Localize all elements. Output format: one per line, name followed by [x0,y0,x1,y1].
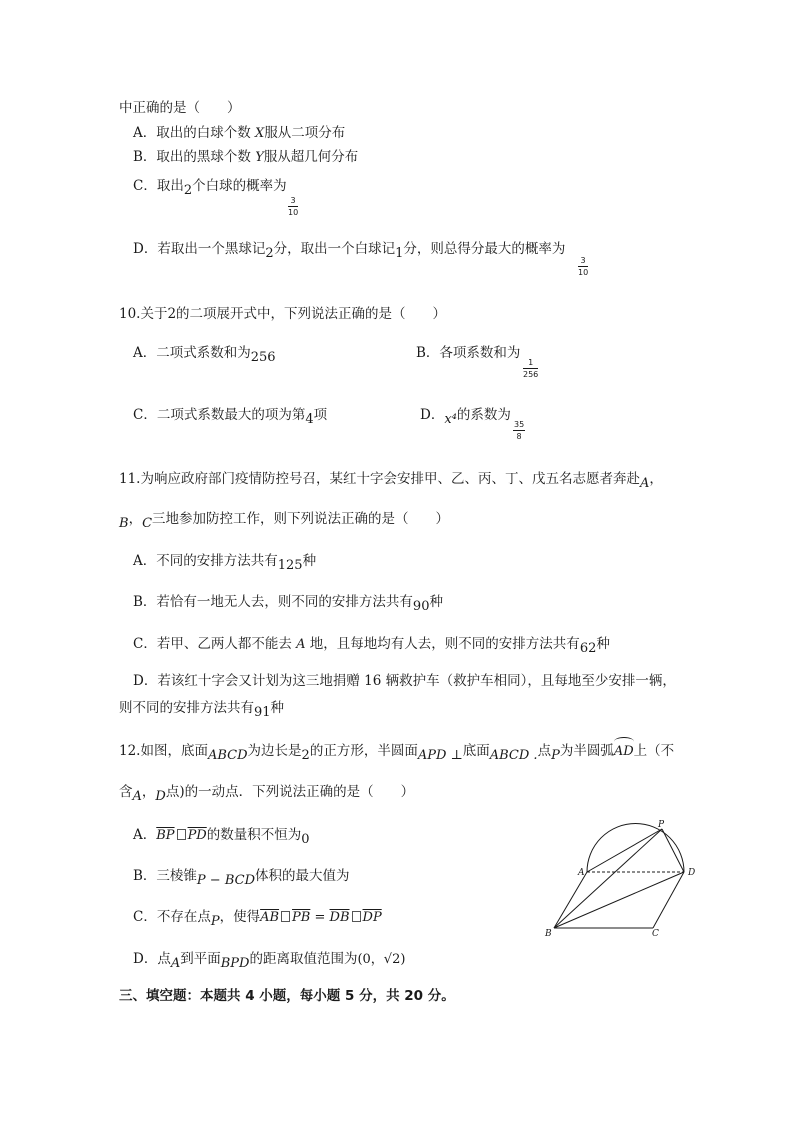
label-p: P [658,820,665,830]
geometry-figure [540,818,710,943]
q9-option-d: D．若取出一个黑球记2分，取出一个白球记1分，则总得分最大的概率为 [133,241,566,261]
section-3-heading: 三、填空题：本题共 4 小题，每小题 5 分，共 20 分。 [119,988,455,1004]
label-a: A [578,868,585,878]
q11-option-d-line1: D．若该红十字会又计划为这三地捐赠 16 辆救护车（救护车相同），且每地至少安排一辆， [133,673,676,689]
q9-option-c: C．取出2个白球的概率为 [133,178,287,198]
q9-option-d-fraction: $\frac{3}{10}$ [578,256,589,277]
q11-option-b: B．若恰有一地无人去，则不同的安排方法共有90种 [133,594,443,614]
q10-option-d-fraction: $\frac{35}{8}$ [514,420,525,441]
q10-option-d: D．x⁴的系数为 [420,407,511,427]
q9-option-a: A．取出的白球个数 X服从二项分布 [133,125,346,141]
q12-stem-line2: 含A，D点)的一动点．下列说法正确的是（ ） [119,784,415,804]
q10-option-b-fraction: $\frac{1}{256}$ [523,358,539,379]
q11-stem-line2: B，C三地参加防控工作，则下列说法正确的是（ ） [119,511,450,531]
edge-cd [653,872,684,928]
edge-pb [554,829,662,928]
edge-pa [587,829,662,872]
q11-option-a: A．不同的安排方法共有125种 [133,553,317,573]
q10-option-a: A．二项式系数和为256 [133,345,276,365]
edge-ab [554,872,587,928]
edge-bd [554,872,684,928]
q12-option-d: D．点A到平面BPD的距离取值范围为(0，√2) [133,951,406,971]
label-b: B [545,929,552,939]
label-c: C [652,929,659,939]
q9-option-c-fraction: $\frac{3}{10}$ [288,196,299,217]
label-d: D [688,868,696,878]
q11-option-c: C．若甲、乙两人都不能去 A 地，且每地均有人去，则不同的安排方法共有62种 [133,636,610,656]
q10-stem: 10.关于2的二项展开式中，下列说法正确的是（ ） [119,306,447,322]
q12-option-b: B．三棱锥P − BCD体积的最大值为 [133,868,350,888]
q9-stem-tail: 中正确的是（ ） [119,100,241,116]
q11-stem-line1: 11.为响应政府部门疫情防控号召，某红十字会安排甲、乙、丙、丁、戊五名志愿者奔赴A， [119,471,663,491]
q12-stem-line1: 12.如图，底面ABCD为边长是2的正方形，半圆面APD ⊥底面ABCD .点P为半圆弧 AD上（不 [119,742,674,761]
arc-ad: AD [614,743,634,761]
q10-option-c: C．二项式系数最大的项为第4项 [133,407,328,427]
q9-option-b: B．取出的黑球个数 Y服从超几何分布 [133,149,359,165]
q10-option-b: B．各项系数和为 [416,345,521,361]
q11-option-d-line2: 则不同的安排方法共有91种 [119,700,285,720]
edge-pd [662,829,684,872]
q12-option-c: C．不存在点P，使得$\overline{AB}$ $\overline{PB} = \overline{DB}$ $\overline{DP}$ [133,909,382,929]
q12-option-a: A．$\overline{BP}$ $\overline{PD}$的数量积不恒为0 [133,827,310,847]
semicircle-arc [587,824,684,873]
